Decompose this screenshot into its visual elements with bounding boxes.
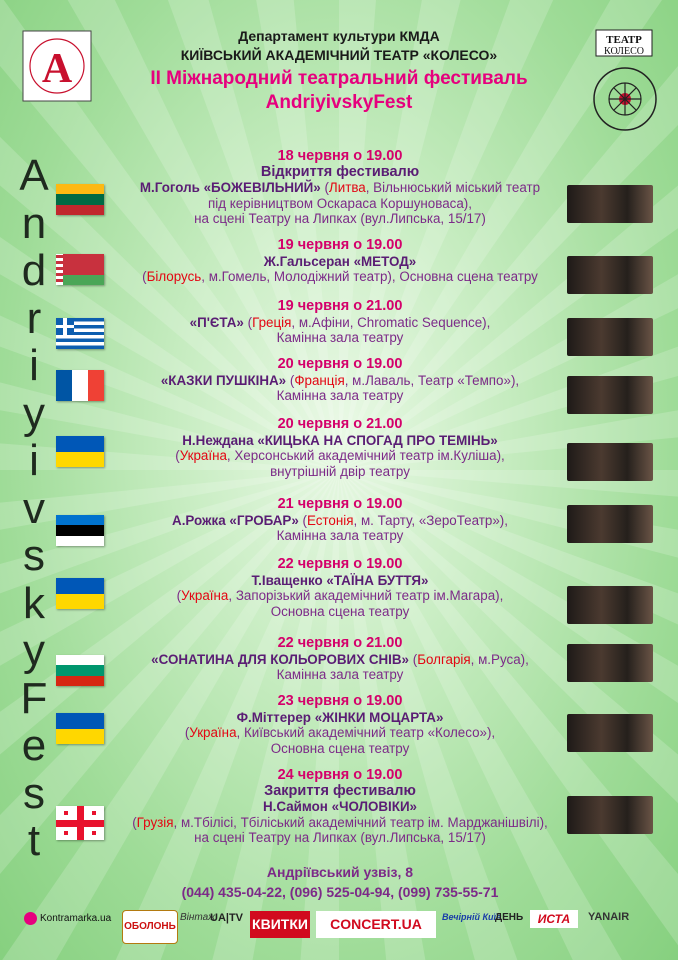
flag-belarus-icon <box>56 254 104 285</box>
performance-photo <box>567 256 653 294</box>
theatre-name: КИЇВСЬКИЙ АКАДЕМІЧНИЙ ТЕАТР «КОЛЕСО» <box>180 47 498 63</box>
sponsor-den-logo[interactable]: ДЕНЬ <box>495 912 524 923</box>
contact-phones: (044) 435-04-22, (096) 525-04-94, (099) 735-55-71 <box>181 884 499 900</box>
flag-ukraine-icon <box>56 713 104 744</box>
event-venue: Камінна зала театру <box>276 388 404 403</box>
event-entry: 19 червня о 21.00 «П'ЄТА» (Греція, м.Афіни, Chromatic Sequence), Камінна зала театру <box>110 299 570 346</box>
performance-photo <box>567 376 653 414</box>
vertical-festival-title <box>14 152 54 865</box>
event-note: Закриття фестивалю <box>264 782 416 799</box>
event-country: Грузія <box>136 814 174 830</box>
svg-text:ТЕАТР: ТЕАТР <box>606 34 642 46</box>
event-details: , Запорізький академічний театр ім.Магара), <box>228 588 504 603</box>
vertical-title-letter: i <box>29 341 39 390</box>
flag-bulgaria-icon <box>56 655 104 686</box>
event-venue: Основна сцена театру <box>270 740 410 756</box>
flag-lithuania-icon <box>56 184 104 215</box>
event-country: Естонія <box>306 512 354 528</box>
event-author: Ж.Гальсеран <box>263 253 350 269</box>
flag-ukraine-icon <box>56 578 104 609</box>
event-entry: 21 червня о 19.00 А.Рожка «ГРОБАР» (Естонія, м. Тарту, «ЗероТеатр»), Камінна зала театру <box>110 497 570 544</box>
event-country: Болгарія <box>417 651 471 667</box>
event-date: 20 червня о 19.00 <box>277 356 403 372</box>
event-title: «КИЦЬКА НА СПОГАД ПРО ТЕМІНЬ» <box>257 432 498 448</box>
event-title: «ЖІНКИ МОЦАРТА» <box>314 709 444 725</box>
event-title: «БОЖЕВІЛЬНИЙ» <box>203 180 321 195</box>
vertical-title-letter: A <box>19 151 49 200</box>
vertical-title-letter: F <box>20 673 48 723</box>
event-title: «КАЗКИ ПУШКІНА» <box>160 372 287 388</box>
vertical-title-letter: v <box>23 483 45 533</box>
event-author: Т.Іващенко <box>251 572 323 588</box>
vertical-title-letter: k <box>23 578 45 628</box>
department-name: Департамент культури КМДА <box>238 28 440 44</box>
festival-title: ІІ Міжнародний театральний фестиваль <box>150 68 528 89</box>
sponsor-vechirniy-kyiv-logo[interactable]: Вечірній Київ <box>442 912 502 922</box>
event-title: «П'ЄТА» <box>189 314 244 330</box>
vertical-title-letter: y <box>23 626 45 675</box>
performance-photo <box>567 644 653 682</box>
event-note: Відкриття фестивалю <box>260 163 420 180</box>
vertical-title-letter: n <box>21 198 47 248</box>
event-author: Ф.Міттерер <box>236 709 311 725</box>
performance-photo <box>567 796 653 834</box>
event-date: 23 червня о 19.00 <box>277 693 403 709</box>
event-country: Литва <box>328 180 366 195</box>
event-date: 19 червня о 21.00 <box>277 298 403 314</box>
event-venue: на сцені Театру на Липках (вул.Липська, 15/17) <box>194 211 486 226</box>
sponsor-vintazh-logo[interactable]: Вінтаж <box>180 912 216 923</box>
event-entry: 22 червня о 21.00 «СОНАТИНА ДЛЯ КОЛЬОРОВИХ СНІВ» (Болгарія, м.Руса), Камінна зала театру <box>110 636 570 683</box>
event-details: , м.Тбілісі, Тбіліський академічний театр ім. Марджанішвілі), <box>173 814 548 830</box>
event-entry: 20 червня о 19.00 «КАЗКИ ПУШКІНА» (Франція, м.Лаваль, Театр «Темпо»), Камінна зала театру <box>110 357 570 404</box>
event-entry: 19 червня о 19.00 Ж.Гальсеран «МЕТОД» (Білорусь, м.Гомель, Молодіжний театр), Основна сцена театру <box>110 238 570 285</box>
event-entry: 24 червня о 19.00 Закриття фестивалю Н.Саймон «ЧОЛОВІКИ» (Грузія, м.Тбілісі, Тбіліський академічний театр ім. Марджанішвілі), на сцені Театру на Липках (вул.Липська, 15/17) <box>110 768 570 846</box>
vertical-title-letter: e <box>21 721 47 770</box>
festival-name: AndriyivskyFest <box>265 92 413 113</box>
sponsor-yanair-logo[interactable]: YANAIR <box>588 911 630 923</box>
event-title: «СОНАТИНА ДЛЯ КОЛЬОРОВИХ СНІВ» <box>151 651 409 667</box>
event-details: , м.Руса), <box>470 651 529 667</box>
venue-address: Андріївський узвіз, 8 <box>266 864 414 880</box>
event-details: , Херсонський академічний театр ім.Куліша), <box>226 448 505 463</box>
sponsor-uatv-logo[interactable]: UA|TV <box>210 912 244 924</box>
event-venue: внутрішній двір театру <box>270 463 410 479</box>
vertical-title-letter: s <box>23 531 45 580</box>
event-title: «ТАЇНА БУТТЯ» <box>326 572 429 588</box>
flag-ukraine-icon <box>56 436 104 467</box>
event-entry: 20 червня о 21.00 Н.Неждана «КИЦЬКА НА СПОГАД ПРО ТЕМІНЬ» (Україна, Херсонський академічний театр ім.Куліша), внутрішній двір театру <box>110 417 570 479</box>
vertical-title-letter: t <box>27 816 41 865</box>
flag-estonia-icon <box>56 515 104 546</box>
event-country: Україна <box>189 725 237 740</box>
event-title: «ГРОБАР» <box>229 512 299 528</box>
event-author: Н.Саймон <box>262 799 328 814</box>
event-date: 18 червня о 19.00 <box>277 148 403 164</box>
flag-france-icon <box>56 370 104 401</box>
event-country: Україна <box>181 588 229 603</box>
event-date: 22 червня о 19.00 <box>277 556 403 572</box>
event-details: , м.Гомель, Молодіжний театр), Основна сцена театру <box>201 269 538 284</box>
vertical-title-letter: d <box>21 246 47 295</box>
event-details: , м.Лаваль, Театр «Темпо»), <box>344 372 520 388</box>
event-title: «ЧОЛОВІКИ» <box>331 799 418 814</box>
event-venue: на сцені Театру на Липках (вул.Липська, 15/17) <box>194 830 486 845</box>
vertical-title-letter: s <box>23 768 45 818</box>
event-country: Франція <box>294 372 345 388</box>
event-date: 22 червня о 21.00 <box>277 635 403 651</box>
sponsor-kvytky-logo[interactable]: КВИТКИ <box>250 911 310 938</box>
event-entry: 23 червня о 19.00 Ф.Міттерер «ЖІНКИ МОЦАРТА» (Україна, Київський академічний театр «Колесо»), Основна сцена театру <box>110 694 570 756</box>
event-details: , м. Тарту, «ЗероТеатр»), <box>353 512 508 528</box>
event-country: Україна <box>179 448 227 463</box>
sponsor-kontramarka-logo[interactable] <box>24 912 111 925</box>
event-author: М.Гоголь <box>139 180 200 195</box>
performance-photo <box>567 185 653 223</box>
performance-photo <box>567 505 653 543</box>
sponsor-ista-logo[interactable]: ИСТА <box>530 910 578 928</box>
kontramarka-icon <box>24 912 37 925</box>
event-date: 21 червня о 19.00 <box>277 496 403 512</box>
sponsor-obolon-logo[interactable]: ОБОЛОНЬ <box>122 910 178 944</box>
event-title: «МЕТОД» <box>353 253 417 269</box>
performance-photo <box>567 586 653 624</box>
event-date: 20 червня о 21.00 <box>277 416 403 432</box>
event-date: 24 червня о 19.00 <box>277 767 403 783</box>
event-details: під керівництвом Оскараса Коршуноваса), <box>208 195 472 211</box>
flag-greece-icon <box>56 318 104 349</box>
event-venue: Камінна зала театру <box>276 667 404 682</box>
svg-text:A: A <box>41 46 73 92</box>
event-entry: 22 червня о 19.00 Т.Іващенко «ТАЇНА БУТТЯ» (Україна, Запорізький академічний театр ім.Магара), Основна сцена театру <box>110 557 570 619</box>
event-country: Греція <box>252 314 292 330</box>
event-entry: 18 червня о 19.00 Відкриття фестивалю М.Гоголь «БОЖЕВІЛЬНИЙ» (Литва, Вільнюський міський театр під керівництвом Оскараса Коршуноваса), на сцені Театру на Липках (вул.Липська, 15/17) <box>110 149 570 227</box>
performance-photo <box>567 443 653 481</box>
event-country: Білорусь <box>146 269 202 284</box>
event-author: А.Рожка <box>172 512 226 528</box>
event-details: , м.Афіни, Chromatic Sequence), <box>291 314 491 330</box>
vertical-title-letter: y <box>23 388 45 438</box>
vertical-title-letter: i <box>29 436 39 485</box>
event-date: 19 червня о 19.00 <box>277 237 403 253</box>
event-venue: Основна сцена театру <box>270 603 410 619</box>
event-details: , Київський академічний театр «Колесо»), <box>236 725 496 740</box>
event-details: , Вільнюський міський театр <box>365 180 541 195</box>
sponsor-concert-logo[interactable]: CONCERT.UA <box>316 911 436 938</box>
vertical-title-letter: r <box>26 293 42 343</box>
sponsor-label: Kontramarka.ua <box>40 913 112 925</box>
event-author: Н.Неждана <box>182 432 254 448</box>
performance-photo <box>567 318 653 356</box>
event-venue: Камінна зала театру <box>276 528 404 543</box>
event-venue: Камінна зала театру <box>276 330 404 345</box>
flag-georgia-icon <box>56 806 104 840</box>
svg-text:КОЛЕСО: КОЛЕСО <box>604 46 644 57</box>
performance-photo <box>567 714 653 752</box>
